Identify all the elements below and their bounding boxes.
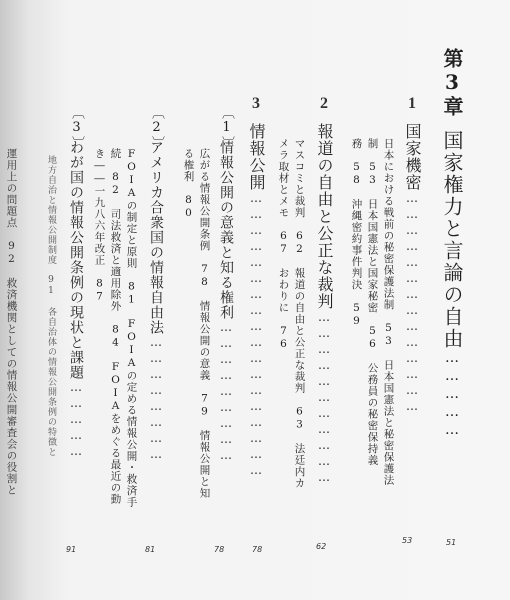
section-2-title-line (316, 123, 332, 486)
subsection-2-page: 81 (145, 545, 156, 554)
subsection-2-subentry-1: FOIAの制定と原則 81 FOIAの定める情報公開・救済手 (125, 148, 138, 508)
subsection-2-leader-dots: …………………… (149, 335, 163, 463)
section-3-page: 78 (252, 545, 263, 554)
subsection-2-marker: 〔2〕 (149, 106, 164, 150)
subsection-2-title: アメリカ合衆国の情報自由法 (148, 140, 164, 335)
section-1-subentry-1: 日本における戦前の秘密保護法制 53 日本国憲法と秘密保護法 (382, 138, 395, 486)
section-3-number: 3 (252, 95, 260, 112)
subsection-1-subentry-2: る権利 80 (182, 148, 195, 220)
section-3-leader-dots: ……………………………………………… (249, 191, 263, 479)
section-2-page: 62 (316, 542, 327, 551)
section-3-title-line (248, 123, 264, 479)
subsection-3-marker: 〔3〕 (69, 106, 84, 150)
subsection-2-subentry-2: 続 82 司法救済と適用除外 84 FOIAをめぐる最近の動 (109, 148, 122, 505)
subsection-1-title: 情報公開の意義と知る権利 (218, 140, 234, 320)
subsection-3-subentry-2: 運用上の問題点 92 救済機関としての情報公開審査会の役割と (5, 148, 18, 496)
section-2-title: 報道の自由と公正な裁判 (315, 123, 334, 310)
subsection-3-title: わが国の情報公開条例の現状と課題 (68, 140, 84, 380)
chapter-page: 51 (446, 538, 457, 547)
subsection-3-title-line (69, 140, 83, 460)
section-2-subentry-1: マスコミと裁判 62 報道の自由と公正な裁判 63 法廷内カ (293, 138, 306, 489)
section-2-leader-dots: …………………………… (317, 310, 331, 486)
subsection-1-title-line (219, 140, 233, 464)
subsection-1-marker: 〔1〕 (219, 106, 234, 150)
subsection-2-title-line (149, 140, 163, 463)
subsection-1-subentry-1: 広がる情報公開条例 78 情報公開の意義 79 情報公開と知 (198, 148, 211, 499)
section-1-subentry-3: 務 58 沖縄密約事件判決 59 (350, 138, 363, 328)
chapter-leader-dots: …………… (444, 350, 460, 440)
section-1-title: 国家機密 (403, 123, 422, 191)
subsection-1-leader-dots: ……………………… (219, 320, 233, 464)
section-1-subentry-2: 制 53 日本国憲法と国家秘密 56 公務員の秘密保持義 (366, 138, 379, 466)
subsection-3-page: 91 (66, 545, 77, 554)
chapter-label: 第3章 (440, 48, 464, 118)
subsection-1-page: 78 (214, 545, 225, 554)
section-1-title-line (404, 123, 420, 415)
section-1-number: 1 (408, 95, 416, 112)
subsection-2-subentry-3: き――一九八六年改正 87 (93, 148, 106, 304)
section-2-subentry-2: メラ取材とメモ 67 おわりに 76 (277, 138, 290, 351)
chapter-title: 国家権力と言論の自由 (440, 130, 464, 350)
subsection-3-subentry-1: 地方自治と情報公開制度 91 各自治体の情報公開条例の特徴と (46, 155, 56, 457)
subsection-3-leader-dots: …………… (69, 380, 83, 460)
chapter-heading (442, 48, 462, 568)
section-3-title: 情報公開 (247, 123, 266, 191)
section-1-page: 53 (402, 536, 413, 545)
section-1-leader-dots: …………………………………… (405, 191, 419, 415)
section-2-number: 2 (320, 95, 328, 112)
